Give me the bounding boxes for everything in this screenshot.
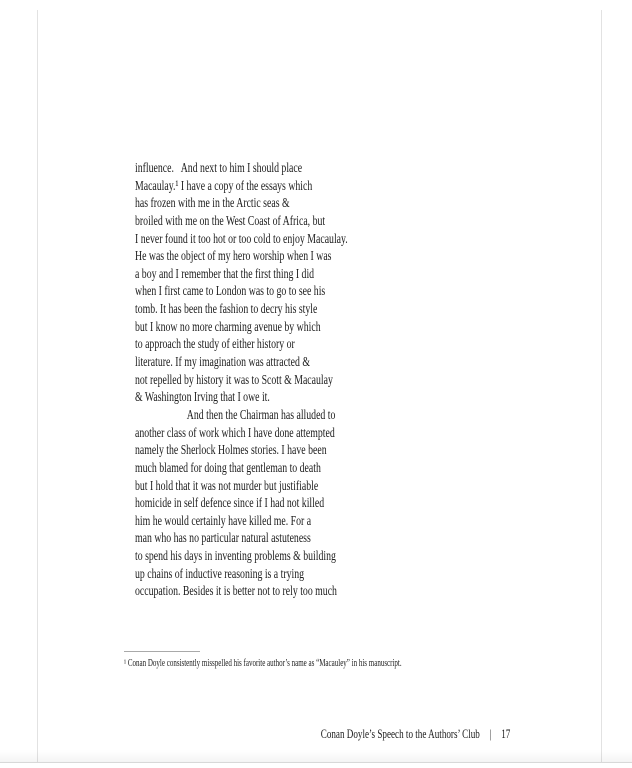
- transcript-line: not repelled by history it was to Scott & Macaulay: [135, 372, 333, 388]
- footer-separator: |: [489, 726, 492, 741]
- transcript-line: when I first came to London was to go to see his: [135, 284, 326, 300]
- page-sheet: [37, 10, 602, 762]
- transcript-line: influence. And next to him I should place: [135, 161, 303, 176]
- transcript-line: occupation. Besides it is better not to rely too much: [135, 584, 337, 600]
- transcript-line: but I know no more charming avenue by which: [135, 319, 321, 335]
- transcript-line: homicide in self defence since if I had not killed: [135, 496, 325, 512]
- transcript-line: up chains of inductive reasoning is a trying: [135, 566, 305, 582]
- transcript-line: him he would certainly have killed me. For a: [135, 513, 312, 529]
- transcript-line: another class of work which I have done attempted: [135, 425, 335, 441]
- transcript-line: I never found it too hot or too cold to enjoy Macaulay.: [135, 231, 348, 247]
- transcript-line: tomb. It has been the fashion to decry his style: [135, 302, 318, 318]
- transcript-line: has frozen with me in the Arctic seas &: [135, 196, 290, 212]
- transcript-line: literature. If my imagination was attracted &: [135, 355, 310, 371]
- transcript-text-block: [135, 160, 499, 601]
- transcript-line: He was the object of my hero worship when I was: [135, 249, 332, 265]
- transcript-line: man who has no particular natural astuteness: [135, 531, 311, 547]
- transcript-line: Macaulay.¹ I have a copy of the essays which: [135, 178, 313, 194]
- footnote-text: ¹ Conan Doyle consistently misspelled his favorite author’s name as “Macauley” in his manuscript.: [124, 658, 402, 669]
- transcript-line: namely the Sherlock Holmes stories. I have been: [135, 443, 327, 459]
- transcript-line: but I hold that it was not murder but justifiable: [135, 478, 319, 494]
- footer-title: Conan Doyle’s Speech to the Authors’ Club: [320, 726, 480, 741]
- transcript-line: & Washington Irving that I owe it.: [135, 390, 270, 406]
- footnote-separator-rule: [124, 651, 200, 652]
- transcript-line: a boy and I remember that the first thing I did: [135, 266, 315, 282]
- page-bottom-edge: [0, 750, 632, 763]
- transcript-line: to spend his days in inventing problems & building: [135, 549, 336, 565]
- transcript-line: to approach the study of either history or: [135, 337, 295, 353]
- footer-page-number: 17: [500, 726, 510, 741]
- transcript-line: much blamed for doing that gentleman to death: [135, 460, 321, 476]
- transcript-line: And then the Chairman has alluded to: [186, 407, 336, 423]
- transcript-line: broiled with me on the West Coast of Africa, but: [135, 213, 326, 229]
